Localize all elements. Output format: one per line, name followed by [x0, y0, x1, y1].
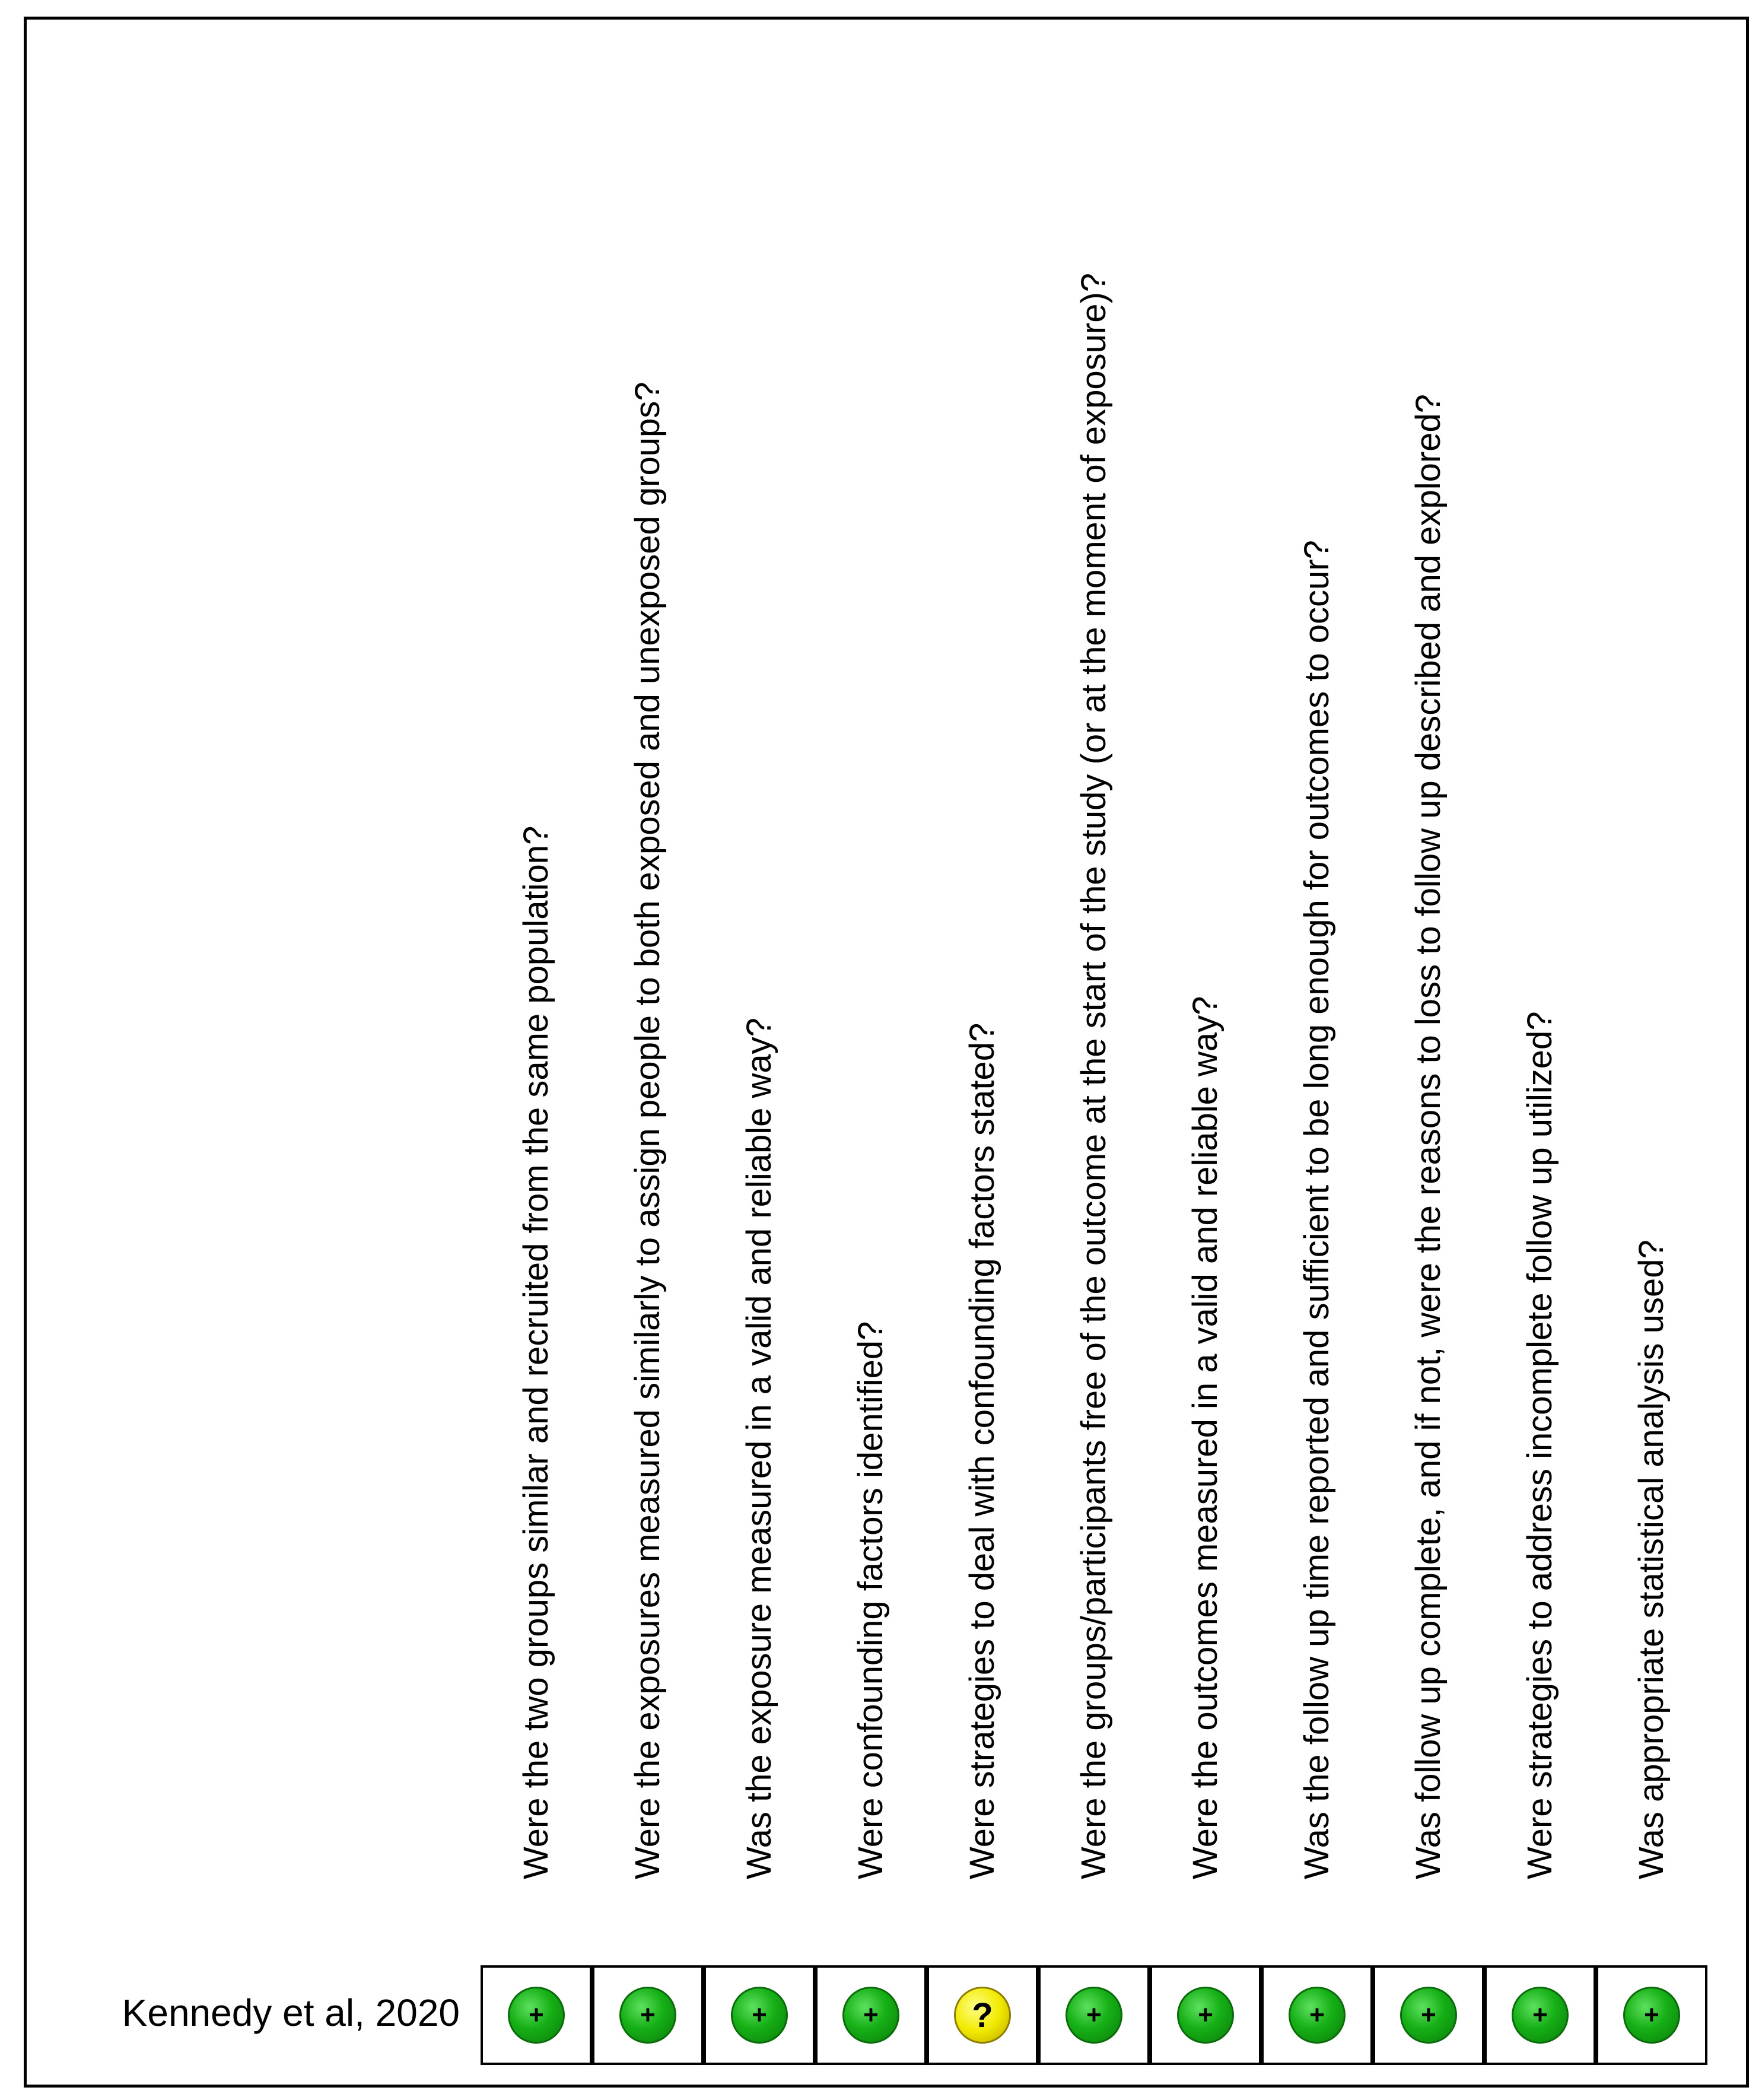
question-header-7 [1164, 0, 1247, 1914]
judgement-cell-1 [481, 1965, 592, 2065]
question-text: Were confounding factors identified? [851, 1321, 890, 1879]
question-text: Were the two groups similar and recruited from the same population? [517, 825, 555, 1879]
question-text: Was appropriate statistical analysis used? [1632, 1240, 1671, 1879]
low-risk-icon: + [1177, 1987, 1234, 2044]
low-risk-icon: + [1400, 1987, 1457, 2044]
low-risk-icon: + [1623, 1987, 1680, 2044]
question-header-3 [718, 0, 801, 1914]
judgement-cell-7 [1150, 1965, 1261, 2065]
question-header-4 [829, 0, 912, 1914]
judgement-cell-11 [1596, 1965, 1707, 2065]
low-risk-icon: + [842, 1987, 899, 2044]
low-risk-icon: + [1512, 1987, 1569, 2044]
judgement-cell-2 [592, 1965, 704, 2065]
question-header-8 [1276, 0, 1359, 1914]
question-header-2 [606, 0, 689, 1914]
question-header-9 [1387, 0, 1470, 1914]
question-text: Were strategies to address incomplete follow up utilized? [1521, 1011, 1559, 1879]
low-risk-icon: + [1066, 1987, 1122, 2044]
question-text: Was follow up complete, and if not, were the reasons to loss to follow up described and explored? [1409, 394, 1448, 1879]
judgement-cell-10 [1484, 1965, 1596, 2065]
low-risk-icon: + [731, 1987, 788, 2044]
low-risk-icon: + [508, 1987, 565, 2044]
judgement-cell-9 [1373, 1965, 1484, 2065]
question-text: Were the groups/participants free of the outcome at the start of the study (or at the moment of exposure)? [1074, 272, 1113, 1879]
question-text: Were the exposures measured similarly to assign people to both exposed and unexposed groups? [628, 382, 667, 1879]
question-text: Were strategies to deal with confounding factors stated? [963, 1022, 1001, 1879]
low-risk-icon: + [619, 1987, 676, 2044]
study-label: Kennedy et al, 2020 [122, 1991, 460, 2034]
question-header-6 [1052, 0, 1136, 1914]
judgement-cell-3 [704, 1965, 815, 2065]
question-header-11 [1610, 0, 1693, 1914]
judgement-cell-4 [815, 1965, 927, 2065]
judgement-cell-8 [1261, 1965, 1373, 2065]
low-risk-icon: + [1289, 1987, 1346, 2044]
question-text: Was the follow up time reported and sufficient to be long enough for outcomes to occur? [1297, 540, 1336, 1879]
question-header-1 [495, 0, 578, 1914]
question-text: Were the outcomes measured in a valid and reliable way? [1186, 996, 1225, 1879]
question-text: Was the exposure measured in a valid and reliable way? [740, 1018, 778, 1879]
unclear-risk-icon: ? [954, 1987, 1011, 2044]
question-header-5 [941, 0, 1024, 1914]
question-header-10 [1499, 0, 1582, 1914]
judgement-cell-6 [1038, 1965, 1150, 2065]
judgement-cell-5 [927, 1965, 1038, 2065]
